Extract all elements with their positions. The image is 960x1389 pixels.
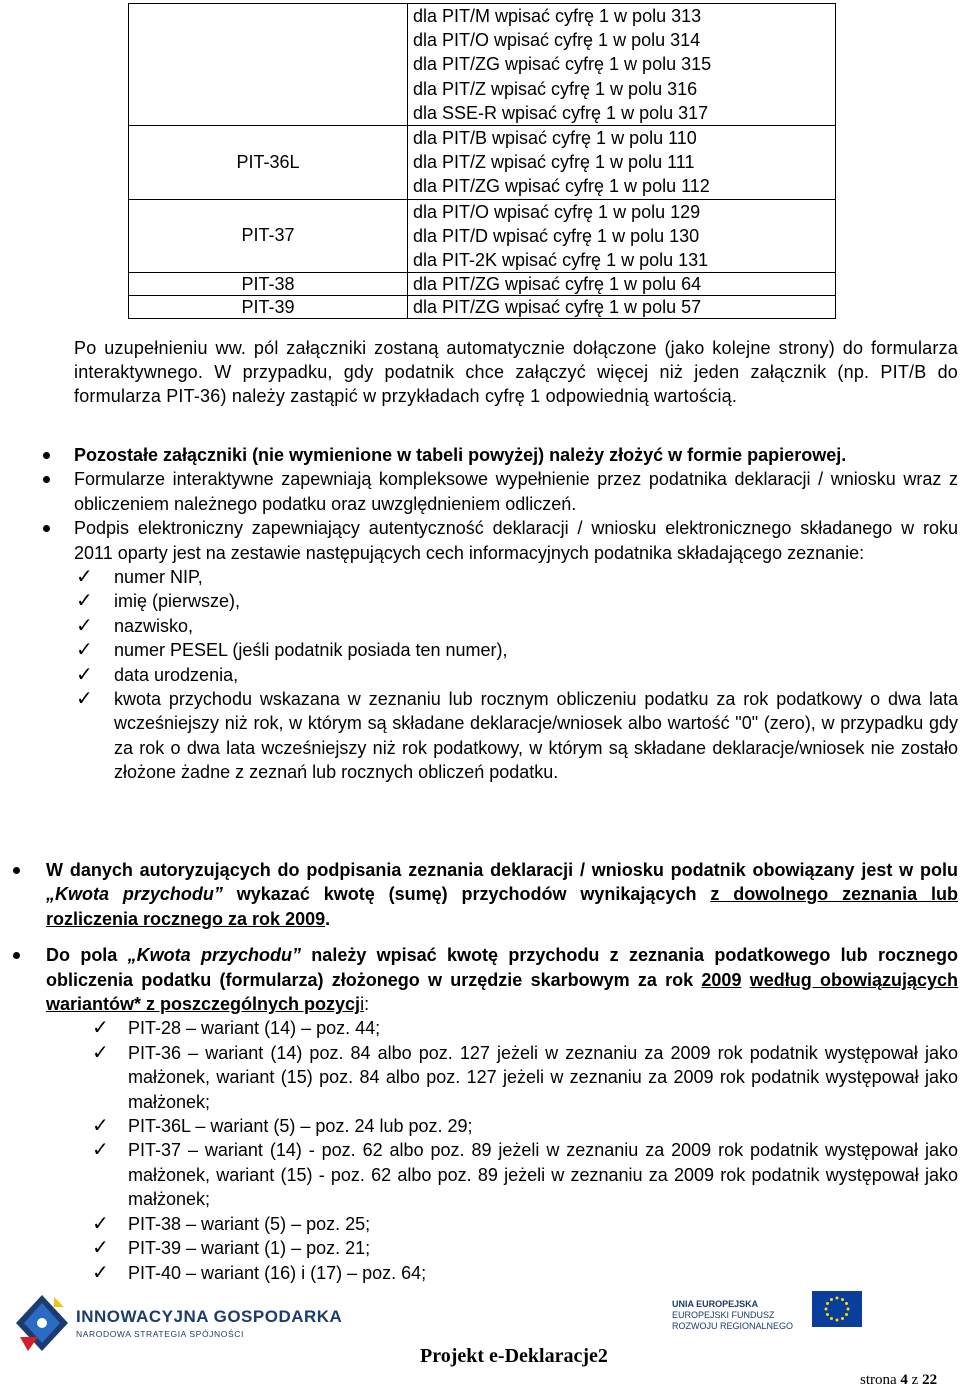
eu-star-icon <box>841 1298 844 1301</box>
check-item-text: numer NIP, <box>114 567 203 588</box>
check-item-text: kwota przychodu wskazana w zeznaniu lub rocznym obliczeniu podatku za rok podatkowy o dwa lata wcześniejszy niż rok, w którym są składane deklaracje/wniosek albo wartość "0" (zero), w przypadku gdy za rok o dwa lata wcześniejszy niż rok podatkowy, w którym są składane deklaracje/wniosek nie zostało złożone żadne z zeznań lub rocznych obliczeń podatku. <box>114 689 958 783</box>
eu-flag-icon <box>812 1291 862 1327</box>
bullet-list <box>74 443 958 785</box>
eu-line: UNIA EUROPEJSKA <box>672 1299 759 1309</box>
check-item-text: PIT-40 – wariant (16) i (17) – poz. 64; <box>128 1262 427 1283</box>
check-item <box>92 1016 958 1040</box>
checkmark-icon: ✓ <box>92 1041 109 1064</box>
attachment-cell <box>408 199 836 273</box>
eu-star-icon <box>826 1313 829 1316</box>
check-item <box>92 1236 958 1260</box>
form-cell: PIT-36L <box>129 126 408 200</box>
underlined-text: 2009 <box>701 969 742 990</box>
checkmark-icon: ✓ <box>76 566 93 589</box>
eu-line: ROZWOJU REGIONALNEGO <box>672 1321 794 1331</box>
check-item <box>76 589 958 613</box>
list-item-text: Podpis elektroniczny zapewniający autentyczność deklaracji / wniosku elektronicznego składanego w roku 2011 oparty jest na zestawie następujących cech informacyjnych podatnika składającego zeznanie: <box>74 518 958 563</box>
form-cell <box>129 4 408 126</box>
current-page: 4 <box>900 1372 908 1388</box>
attachment-line: dla PIT/D wpisać cyfrę 1 w polu 130 <box>413 225 700 246</box>
project-name: Projekt e-Deklaracje2 <box>420 1345 608 1367</box>
checklist <box>92 1016 958 1284</box>
check-item <box>92 1114 958 1138</box>
eu-star-icon <box>847 1308 850 1311</box>
attachment-line: dla PIT/Z wpisać cyfrę 1 w polu 111 <box>413 152 695 173</box>
text-run: należy wpisać kwotę przychodu z zeznania podatkowego lub rocznego obliczenia podatku (formularza) złożonego w urzędzie skarbowym za rok <box>46 945 958 990</box>
check-item <box>76 638 958 662</box>
bullet-icon <box>43 525 50 532</box>
text-run: . <box>325 908 331 929</box>
eu-star-icon <box>830 1317 833 1320</box>
checkmark-icon: ✓ <box>92 1139 109 1162</box>
check-item-text: PIT-37 – wariant (14) - poz. 62 albo poz. 89 jeżeli w zeznaniu za 2009 rok podatnik występował jako małżonek, wariant (15) - poz. 62 albo poz. 89 jeżeli w zeznaniu za 2009 rok podatnik występował jako małżonek; <box>128 1140 958 1210</box>
attachment-cell <box>408 126 836 200</box>
attachments-table <box>128 3 836 319</box>
check-item <box>76 565 958 589</box>
check-item-text: PIT-36 – wariant (14) poz. 84 albo poz. 127 jeżeli w zeznaniu za 2009 rok podatnik występował jako małżonek, wariant (15) poz. 84 albo poz. 127 jeżeli w zeznaniu za 2009 rok podatnik występował jako małżonek; <box>128 1042 958 1112</box>
attachment-cell: dla PIT/ZG wpisać cyfrę 1 w polu 57 <box>408 296 836 319</box>
attachment-line: dla PIT/ZG wpisać cyfrę 1 w polu 315 <box>413 54 712 75</box>
check-item <box>92 1041 958 1114</box>
table-row <box>129 199 836 273</box>
form-cell: PIT-37 <box>129 199 408 273</box>
check-item-text: PIT-36L – wariant (5) – poz. 24 lub poz. 29; <box>128 1116 473 1137</box>
attachment-line: dla PIT/ZG wpisać cyfrę 1 w polu 112 <box>413 176 710 197</box>
text-run: : <box>364 994 370 1015</box>
bullet-icon <box>43 476 50 483</box>
checkmark-icon: ✓ <box>76 590 93 613</box>
list-item <box>46 858 958 931</box>
check-item <box>92 1261 958 1285</box>
check-item-text: PIT-28 – wariant (14) – poz. 44; <box>128 1018 381 1039</box>
list-item <box>74 516 958 565</box>
form-cell: PIT-39 <box>129 296 408 319</box>
eu-star-icon <box>845 1313 848 1316</box>
eu-star-icon <box>845 1302 848 1305</box>
intro-paragraph: Po uzupełnieniu ww. pól załączniki zostaną automatycznie dołączone (jako kolejne strony) do formularza interaktywnego. W przypadku, gdy podatnik chce załączyć więcej niż jeden załącznik (np. PIT/B do formularza PIT-36) należy zastąpić w przykładach cyfrę 1 odpowiednią wartością. <box>74 338 958 406</box>
checkmark-icon: ✓ <box>76 614 93 637</box>
list-item <box>46 943 958 1016</box>
checkmark-icon: ✓ <box>92 1237 109 1260</box>
check-item <box>92 1212 958 1236</box>
form-cell: PIT-38 <box>129 273 408 296</box>
total-pages: 22 <box>922 1372 938 1388</box>
check-item-text: nazwisko, <box>114 615 194 636</box>
list-item <box>74 467 958 516</box>
underlined-text: i <box>360 994 365 1015</box>
attachment-line: dla PIT/B wpisać cyfrę 1 w polu 110 <box>413 128 697 149</box>
checkmark-icon: ✓ <box>76 688 93 711</box>
attachment-line: dla PIT/M wpisać cyfrę 1 w polu 313 <box>413 6 702 26</box>
attachment-line: dla PIT/Z wpisać cyfrę 1 w polu 316 <box>413 78 698 99</box>
page-label: strona <box>860 1372 901 1388</box>
text-run: Do pola <box>46 945 128 966</box>
table-row <box>129 273 836 296</box>
attachment-line: dla PIT-2K wpisać cyfrę 1 w polu 131 <box>413 250 709 271</box>
checkmark-icon: ✓ <box>92 1261 109 1284</box>
attachment-cell <box>408 4 836 126</box>
eu-star-icon <box>836 1319 839 1322</box>
list-item-text: Formularze interaktywne zapewniają kompleksowe wypełnienie przez podatnika deklaracji / wniosku wraz z obliczeniem należnego podatku oraz uwzględnieniem odliczeń. <box>74 469 958 514</box>
attachment-line: dla SSE-R wpisać cyfrę 1 w polu 317 <box>413 102 709 123</box>
table-row <box>129 296 836 319</box>
underlined-text: według obowiązujących wariantów* z poszczególnych pozycj <box>46 969 959 1015</box>
attachment-line: dla PIT/O wpisać cyfrę 1 w polu 314 <box>413 30 701 51</box>
page-footer <box>0 1285 960 1389</box>
check-item <box>76 614 958 638</box>
check-item-text: data urodzenia, <box>114 664 239 685</box>
checkmark-icon: ✓ <box>92 1017 109 1040</box>
table-row <box>129 4 836 126</box>
eu-star-icon <box>826 1302 829 1305</box>
eu-line: EUROPEJSKI FUNDUSZ <box>672 1310 775 1320</box>
bullet-icon <box>13 952 20 959</box>
logo-subtitle: NARODOWA STRATEGIA SPÓJNOŚCI <box>76 1329 244 1339</box>
checkmark-icon: ✓ <box>92 1115 109 1138</box>
eu-text <box>672 1299 808 1332</box>
check-item <box>76 663 958 687</box>
page-of: z <box>907 1372 923 1388</box>
emphasis-text: „Kwota przychodu” <box>46 884 223 905</box>
check-item-text: imię (pierwsze), <box>114 591 241 612</box>
text-run: wykazać kwotę (sumę) przychodów wynikających <box>222 884 711 905</box>
check-item <box>92 1138 958 1211</box>
page-number <box>860 1372 937 1389</box>
check-item <box>76 687 958 785</box>
innowacyjna-gospodarka-logo-icon <box>14 1293 70 1353</box>
list-item <box>74 443 958 467</box>
check-item-text: PIT-39 – wariant (1) – poz. 21; <box>128 1238 371 1259</box>
checkmark-icon: ✓ <box>76 663 93 686</box>
attachment-line: dla PIT/O wpisać cyfrę 1 w polu 129 <box>413 201 701 222</box>
check-item-text: numer PESEL (jeśli podatnik posiada ten numer), <box>114 640 508 661</box>
text-run: W danych autoryzujących do podpisania zeznania deklaracji / wniosku podatnik obowiązany jest w polu <box>46 860 958 880</box>
emphasis-text: „Kwota przychodu” <box>127 945 301 966</box>
check-item-text: PIT-38 – wariant (5) – poz. 25; <box>128 1213 371 1234</box>
eu-star-icon <box>836 1297 839 1300</box>
checklist <box>76 565 958 785</box>
logo-title: INNOWACYJNA GOSPODARKA <box>76 1307 343 1326</box>
list-item-text: Pozostałe załączniki (nie wymienione w tabeli powyżej) należy złożyć w formie papierowej. <box>74 445 847 465</box>
attachment-cell: dla PIT/ZG wpisać cyfrę 1 w polu 64 <box>408 273 836 296</box>
underlined-text: z dowolnego zeznania lub rozliczenia rocznego za rok 2009 <box>46 884 958 929</box>
bullet-icon <box>13 867 20 874</box>
eu-star-icon <box>841 1317 844 1320</box>
checkmark-icon: ✓ <box>76 639 93 662</box>
bullet-icon <box>43 452 50 459</box>
checkmark-icon: ✓ <box>92 1212 109 1235</box>
eu-star-icon <box>825 1308 828 1311</box>
bullet-list <box>46 858 958 1285</box>
table-row <box>129 126 836 200</box>
eu-star-icon <box>830 1298 833 1301</box>
